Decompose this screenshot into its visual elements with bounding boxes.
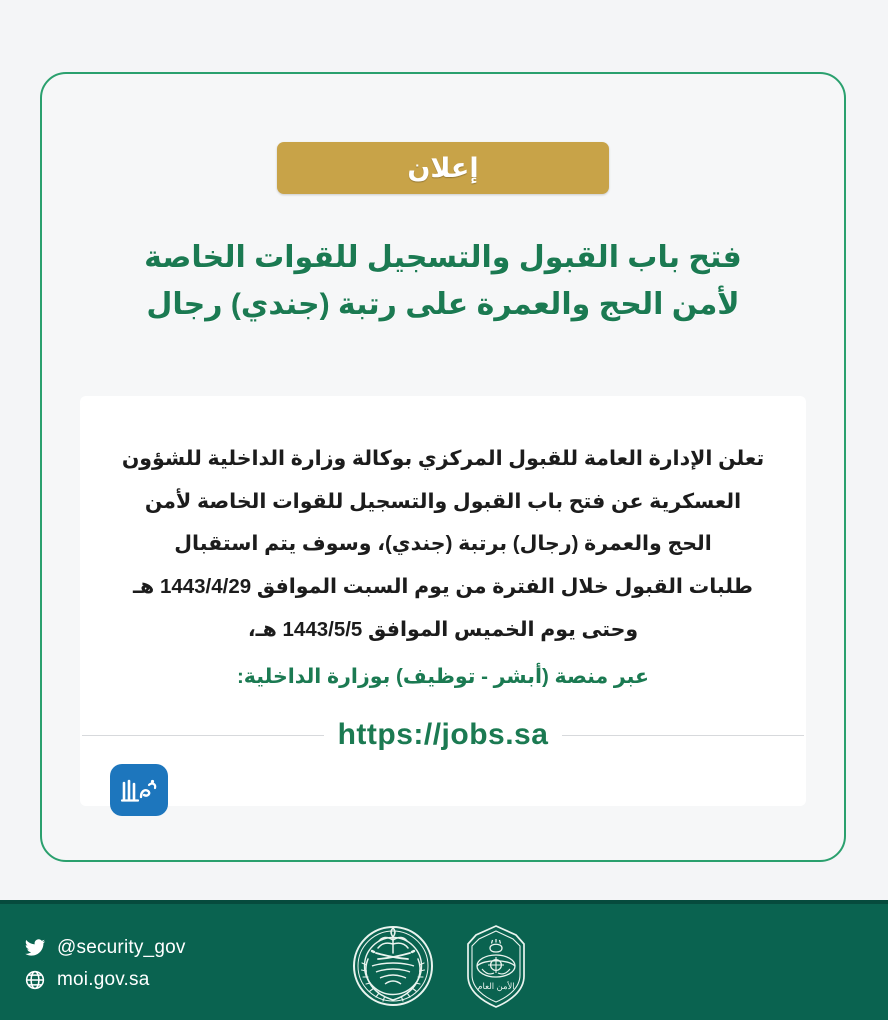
body-line-1: تعلن الإدارة العامة للقبول المركزي بوكالة وزارة الداخلية للشؤون (121, 447, 765, 470)
twitter-handle: @security_gov (57, 937, 186, 958)
platform-note: عبر منصة (أبشر - توظيف) بوزارة الداخلية: (236, 665, 650, 688)
rule-right (562, 735, 804, 736)
body-line-3: الحج والعمرة (رجال) برتبة (جندي)، وسوف يتم استقبال (174, 532, 712, 556)
content-panel (80, 396, 806, 806)
rule-left (82, 735, 324, 736)
body-line-4: طلبات القبول خلال الفترة من يوم السبت الموافق 1443/4/29 هـ (133, 574, 753, 598)
svg-text:الأمن العام: الأمن العام (477, 981, 515, 991)
announcement-body (118, 438, 768, 651)
banner-label: إعلان (407, 152, 479, 183)
url-row (80, 718, 806, 752)
banner-container (42, 142, 844, 194)
absher-app-icon[interactable] (110, 764, 168, 816)
body-line-5: وحتى يوم الخميس الموافق 1443/5/5 هـ، (247, 617, 639, 641)
headline-line-2: لأمن الحج والعمرة على رتبة (جندي) رجال (146, 288, 740, 322)
page-title (70, 234, 816, 329)
footer-emblems (0, 920, 888, 1012)
body-line-2: العسكرية عن فتح باب القبول والتسجيل للقوات الخاصة لأمن (144, 489, 742, 513)
jobs-portal-link[interactable]: https://jobs.sa (337, 718, 549, 751)
announcement-banner (277, 142, 609, 194)
headline-line-1: فتح باب القبول والتسجيل للقوات الخاصة (144, 241, 742, 274)
ministry-of-interior-emblem (350, 923, 436, 1009)
public-security-shield-emblem (454, 921, 538, 1011)
website-url: moi.gov.sa (57, 969, 150, 990)
footer-bar (0, 900, 888, 1020)
announcement-card (40, 72, 846, 862)
